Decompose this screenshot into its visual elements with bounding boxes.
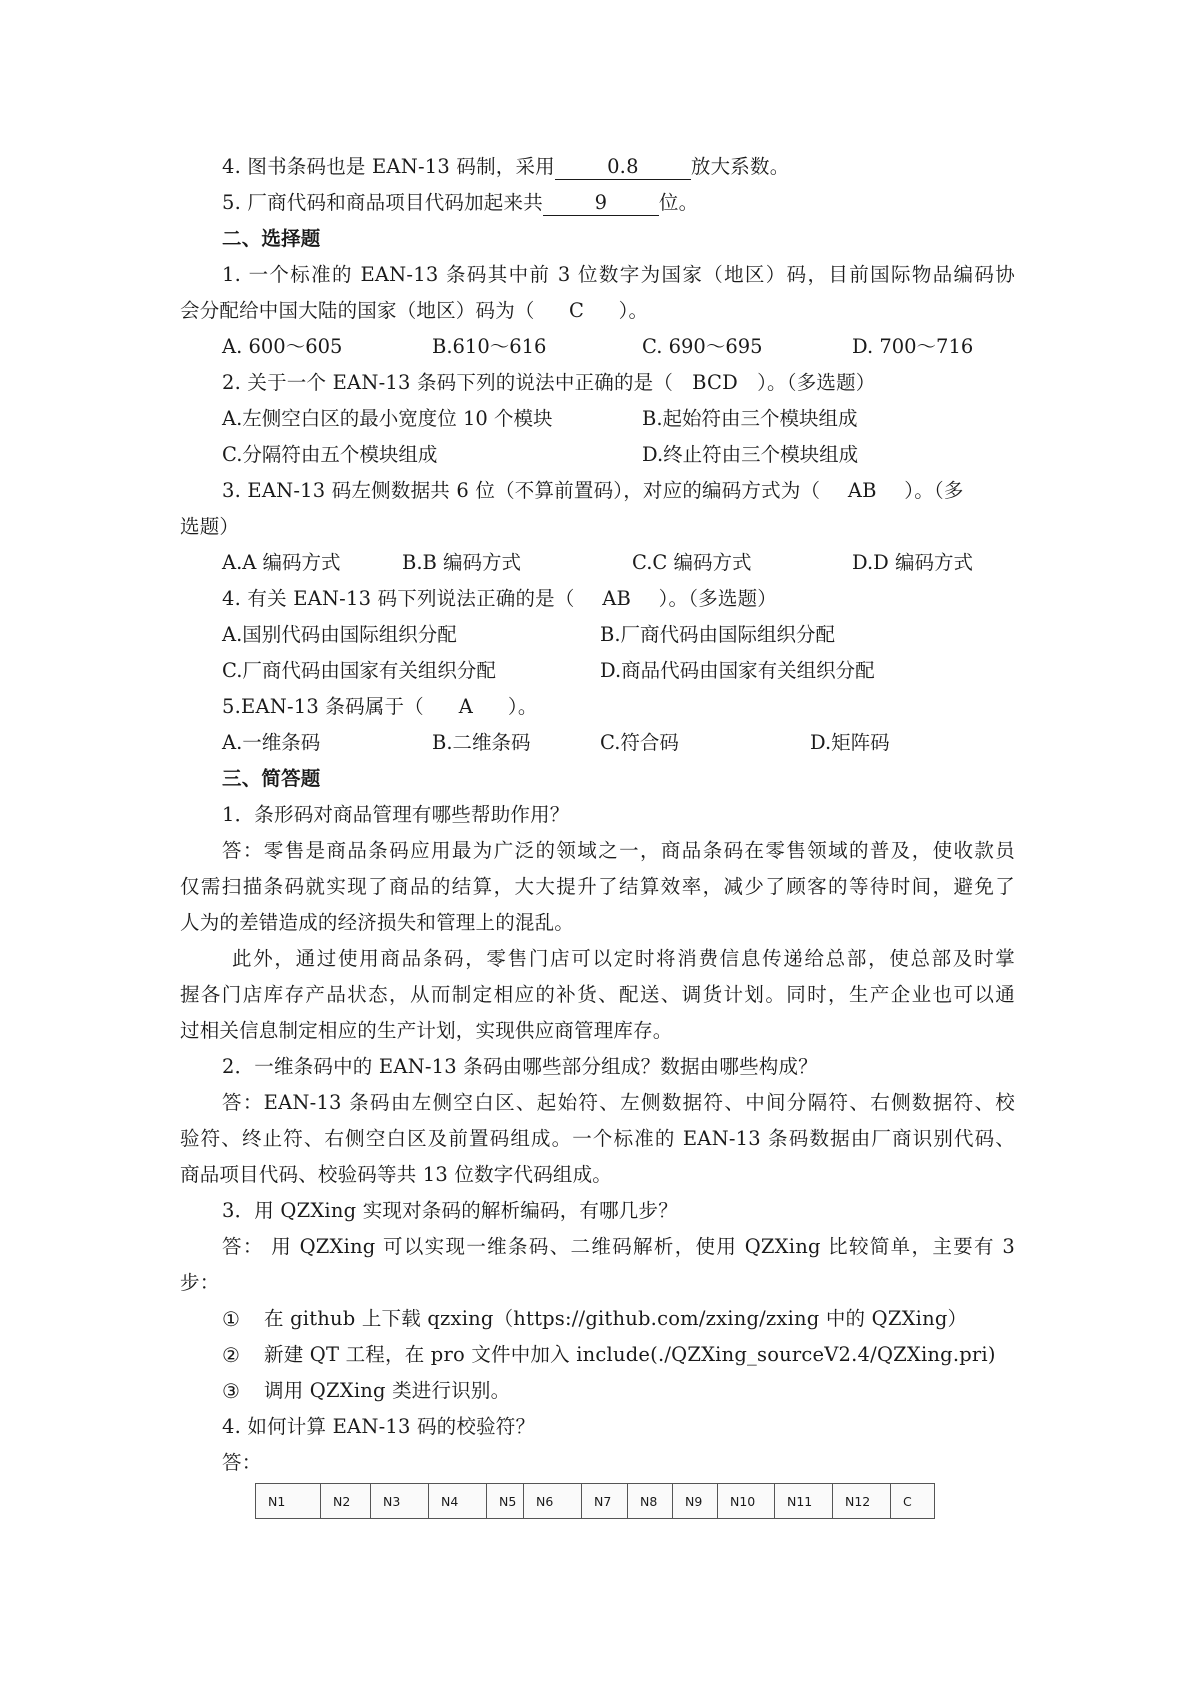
s4-question: 4. 如何计算 EAN-13 码的校验符？ xyxy=(222,1415,536,1438)
table-row xyxy=(256,1484,935,1519)
q3-option-a: A.A 编码方式 xyxy=(222,551,341,574)
fill-in-q4-prefix: 4. 图书条码也是 EAN-13 码制，采用 xyxy=(222,155,555,178)
q4-option-c: C.厂商代码由国家有关组织分配 xyxy=(222,659,496,682)
s1-question: 1．条形码对商品管理有哪些帮助作用？ xyxy=(222,803,570,826)
q4-answer: AB xyxy=(602,587,631,610)
q3-answer: AB xyxy=(847,479,877,502)
table-cell-n3: N3 xyxy=(371,1484,429,1519)
table-cell-n6: N6 xyxy=(524,1484,582,1519)
q1-line1: 1. 一个标准的 EAN-13 条码其中前 3 位数字为国家（地区）码，目前国际物品编码协 xyxy=(222,263,1015,286)
fill-in-q4-answer: 0.8 xyxy=(555,155,691,180)
s3-step3-text: 调用 QZXing 类进行识别。 xyxy=(264,1379,511,1402)
q1-line2 xyxy=(180,298,648,324)
q3-suffix: ）。（多 xyxy=(904,479,964,502)
q1-option-a: A. 600～605 xyxy=(222,335,343,358)
q2-option-a: A.左侧空白区的最小宽度位 10 个模块 xyxy=(222,407,553,430)
q2-line xyxy=(222,370,876,396)
q5-line xyxy=(222,694,538,720)
s2-question: 2．一维条码中的 EAN-13 条码由哪些部分组成？数据由哪些构成？ xyxy=(222,1055,818,1078)
table-cell-n11: N11 xyxy=(775,1484,833,1519)
s2-answer-line2: 验符、终止符、右侧空白区及前置码组成。一个标准的 EAN-13 条码数据由厂商识别代码、 xyxy=(180,1127,1015,1150)
fill-in-q4 xyxy=(222,154,789,180)
q2-option-c: C.分隔符由五个模块组成 xyxy=(222,443,438,466)
table-cell-n10: N10 xyxy=(718,1484,775,1519)
fill-in-q5-answer: 9 xyxy=(543,191,659,216)
q3-option-d: D.D 编码方式 xyxy=(852,551,973,574)
q3-prefix: 3. EAN-13 码左侧数据共 6 位（不算前置码），对应的编码方式为（ xyxy=(222,479,821,502)
q4-line xyxy=(222,586,777,612)
fill-in-q5-suffix: 位。 xyxy=(658,191,699,214)
s1-answer-line3: 人为的差错造成的经济损失和管理上的混乱。 xyxy=(180,911,575,934)
s3-step1-number: ① xyxy=(222,1307,240,1331)
q2-prefix: 2. 关于一个 EAN-13 条码下列的说法中正确的是（ xyxy=(222,371,674,394)
s1-answer-line5: 握各门店库存产品状态，从而制定相应的补货、配送、调货计划。同时，生产企业也可以通 xyxy=(180,983,1015,1006)
s3-step2-number: ② xyxy=(222,1343,240,1367)
section2-title: 二、选择题 xyxy=(222,227,321,250)
ean13-digit-table xyxy=(255,1483,935,1519)
s4-answer-label: 答： xyxy=(222,1451,262,1474)
q3-option-b: B.B 编码方式 xyxy=(402,551,522,574)
q1-option-d: D. 700～716 xyxy=(852,335,974,358)
fill-in-q4-suffix: 放大系数。 xyxy=(690,155,790,178)
q1-answer: C xyxy=(569,299,585,322)
s3-answer-line2: 步： xyxy=(180,1271,220,1294)
table-cell-n2: N2 xyxy=(321,1484,371,1519)
q5-option-c: C.符合码 xyxy=(600,731,679,754)
section3-title: 三、简答题 xyxy=(222,767,321,790)
q5-answer: A xyxy=(458,695,474,718)
s3-answer-line1: 答： 用 QZXing 可以实现一维条码、二维码解析，使用 QZXing 比较简单，主要有 3 xyxy=(222,1235,1015,1258)
q1-line2-suffix: ）。 xyxy=(618,299,649,322)
s1-answer-line4: 此外，通过使用商品条码，零售门店可以定时将消费信息传递给总部，使总部及时掌 xyxy=(232,947,1015,970)
q1-option-c: C. 690～695 xyxy=(642,335,763,358)
q2-suffix: ）。（多选题） xyxy=(757,371,876,394)
q1-option-b: B.610～616 xyxy=(432,335,547,358)
fill-in-q5-prefix: 5. 厂商代码和商品项目代码加起来共 xyxy=(222,191,543,214)
s1-answer-line6: 过相关信息制定相应的生产计划，实现供应商管理库存。 xyxy=(180,1019,673,1042)
q2-option-b: B.起始符由三个模块组成 xyxy=(642,407,858,430)
s3-step1-text: 在 github 上下载 qzxing（https://github.com/zxing/zxing 中的 QZXing） xyxy=(264,1307,968,1330)
q3-option-c: C.C 编码方式 xyxy=(632,551,752,574)
q4-suffix: ）。（多选题） xyxy=(658,587,777,610)
s1-answer-line1: 答：零售是商品条码应用最为广泛的领域之一，商品条码在零售领域的普及，使收款员 xyxy=(222,839,1015,862)
table-cell-n8: N8 xyxy=(628,1484,673,1519)
q1-line2-prefix: 会分配给中国大陆的国家（地区）码为（ xyxy=(180,299,535,322)
table-cell-n7: N7 xyxy=(582,1484,628,1519)
s3-step3-number: ③ xyxy=(222,1379,240,1403)
q4-option-d: D.商品代码由国家有关组织分配 xyxy=(600,659,875,682)
fill-in-q5 xyxy=(222,190,698,216)
q5-option-d: D.矩阵码 xyxy=(810,731,890,754)
q5-prefix: 5.EAN-13 条码属于（ xyxy=(222,695,424,718)
s3-step2-text: 新建 QT 工程，在 pro 文件中加入 include(./QZXing_sourceV2.4/QZXing.pri) xyxy=(264,1343,996,1366)
q3-line1 xyxy=(222,478,964,504)
q2-option-d: D.终止符由三个模块组成 xyxy=(642,443,859,466)
q2-answer: BCD xyxy=(692,371,739,394)
q5-option-a: A.一维条码 xyxy=(222,731,321,754)
q4-option-b: B.厂商代码由国际组织分配 xyxy=(600,623,836,646)
table-cell-n4: N4 xyxy=(429,1484,487,1519)
table-cell-n9: N9 xyxy=(673,1484,718,1519)
q5-option-b: B.二维条码 xyxy=(432,731,531,754)
q5-suffix: ）。 xyxy=(507,695,538,718)
s1-answer-line2: 仅需扫描条码就实现了商品的结算，大大提升了结算效率，减少了顾客的等待时间，避免了 xyxy=(180,875,1015,898)
table-cell-n12: N12 xyxy=(833,1484,891,1519)
table-cell-n5: N5 xyxy=(487,1484,524,1519)
s3-question: 3．用 QZXing 实现对条码的解析编码，有哪几步？ xyxy=(222,1199,678,1222)
q4-option-a: A.国别代码由国际组织分配 xyxy=(222,623,457,646)
q3-line2: 选题） xyxy=(180,515,240,538)
s2-answer-line3: 商品项目代码、校验码等共 13 位数字代码组成。 xyxy=(180,1163,613,1186)
q4-prefix: 4. 有关 EAN-13 码下列说法正确的是（ xyxy=(222,587,575,610)
s2-answer-line1: 答：EAN-13 条码由左侧空白区、起始符、左侧数据符、中间分隔符、右侧数据符、校 xyxy=(222,1091,1015,1114)
table-cell-n1: N1 xyxy=(256,1484,321,1519)
table-cell-c: C xyxy=(891,1484,935,1519)
